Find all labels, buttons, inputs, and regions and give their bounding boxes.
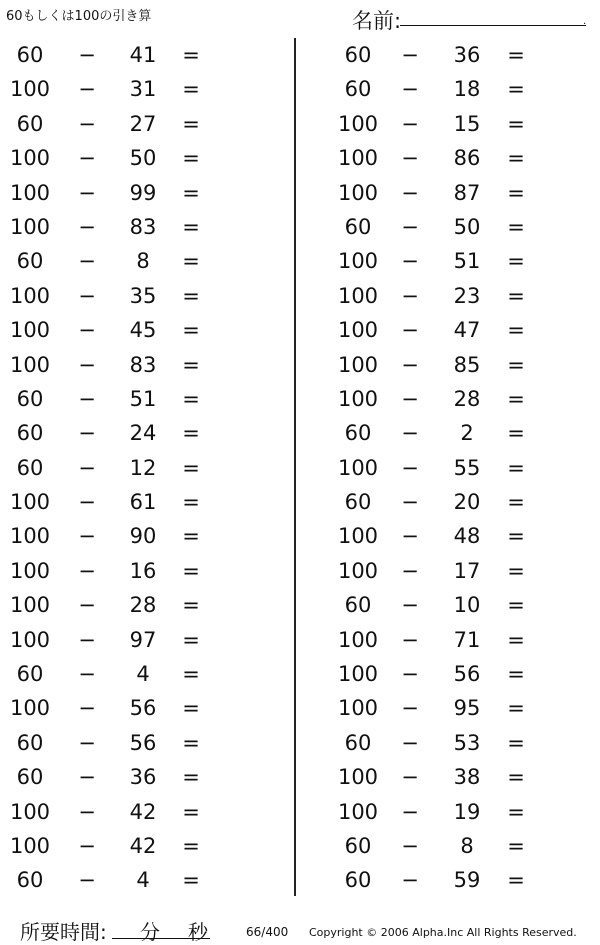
equals-sign: = <box>507 490 525 515</box>
minuend: 100 <box>9 490 51 515</box>
subtrahend: 51 <box>129 386 157 411</box>
equals-sign: = <box>507 558 525 583</box>
minus-sign: − <box>401 868 419 893</box>
minus-sign: − <box>78 180 96 205</box>
time-label: 所要時間: <box>20 920 107 944</box>
problem-row <box>0 588 290 622</box>
subtrahend: 87 <box>453 180 481 205</box>
minuend: 100 <box>337 249 379 274</box>
problem-row <box>0 863 290 897</box>
minuend: 60 <box>16 765 44 790</box>
minuend: 100 <box>9 214 51 239</box>
minuend: 60 <box>344 730 372 755</box>
equals-sign: = <box>182 283 200 308</box>
minus-sign: − <box>78 146 96 171</box>
subtrahend: 19 <box>453 799 481 824</box>
minus-sign: − <box>401 558 419 583</box>
copyright-notice: Copyright © 2006 Alpha.Inc All Rights Reserved. <box>309 926 577 939</box>
minuend: 100 <box>9 833 51 858</box>
subtrahend: 36 <box>129 765 157 790</box>
minus-sign: − <box>78 352 96 377</box>
minus-sign: − <box>78 283 96 308</box>
subtrahend: 41 <box>129 43 157 67</box>
problem-row <box>0 210 290 244</box>
problem-row <box>0 416 290 450</box>
minuend: 100 <box>337 455 379 480</box>
problem-row <box>298 691 598 725</box>
minuend: 100 <box>337 524 379 549</box>
problem-row <box>298 382 598 416</box>
minus-sign: − <box>401 593 419 618</box>
subtrahend: 83 <box>129 214 157 239</box>
subtrahend: 55 <box>453 455 481 480</box>
equals-sign: = <box>182 593 200 618</box>
minuend: 100 <box>9 180 51 205</box>
subtrahend: 31 <box>129 77 157 102</box>
minus-sign: − <box>401 833 419 858</box>
equals-sign: = <box>507 421 525 446</box>
problem-row <box>0 107 290 141</box>
minuend: 60 <box>16 111 44 136</box>
minuend: 60 <box>16 43 44 67</box>
minuend: 100 <box>337 318 379 343</box>
equals-sign: = <box>182 868 200 893</box>
equals-sign: = <box>182 180 200 205</box>
equals-sign: = <box>182 77 200 102</box>
equals-sign: = <box>507 455 525 480</box>
problem-row <box>298 244 598 278</box>
subtrahend: 8 <box>460 833 474 858</box>
minuend: 100 <box>9 283 51 308</box>
subtrahend: 18 <box>453 77 481 102</box>
minus-sign: − <box>401 662 419 687</box>
minus-sign: − <box>78 490 96 515</box>
problem-row <box>298 176 598 210</box>
minuend: 100 <box>337 799 379 824</box>
minus-sign: − <box>401 490 419 515</box>
equals-sign: = <box>507 593 525 618</box>
subtrahend: 24 <box>129 421 157 446</box>
minuend: 60 <box>16 249 44 274</box>
subtrahend: 12 <box>129 455 157 480</box>
name-label: 名前: <box>352 9 402 33</box>
minuend: 60 <box>16 421 44 446</box>
subtrahend: 28 <box>453 386 481 411</box>
minus-sign: − <box>401 43 419 67</box>
equals-sign: = <box>507 868 525 893</box>
subtrahend: 86 <box>453 146 481 171</box>
minutes-label: 分 <box>140 920 160 944</box>
equals-sign: = <box>182 765 200 790</box>
problem-row <box>298 72 598 106</box>
equals-sign: = <box>507 765 525 790</box>
problem-row <box>0 279 290 313</box>
equals-sign: = <box>507 833 525 858</box>
minuend: 100 <box>337 558 379 583</box>
equals-sign: = <box>182 455 200 480</box>
subtrahend: 50 <box>129 146 157 171</box>
minus-sign: − <box>78 214 96 239</box>
equals-sign: = <box>182 352 200 377</box>
equals-sign: = <box>182 386 200 411</box>
minus-sign: − <box>401 146 419 171</box>
problem-row <box>298 829 598 863</box>
problem-row <box>0 313 290 347</box>
minuend: 100 <box>9 146 51 171</box>
problem-row <box>0 382 290 416</box>
equals-sign: = <box>507 214 525 239</box>
problem-row <box>298 726 598 760</box>
problem-row <box>0 38 290 72</box>
worksheet-title: 60もしくは100の引き算 <box>6 9 152 24</box>
subtrahend: 28 <box>129 593 157 618</box>
equals-sign: = <box>182 318 200 343</box>
problem-row <box>0 519 290 553</box>
minus-sign: − <box>401 455 419 480</box>
minus-sign: − <box>78 558 96 583</box>
equals-sign: = <box>182 558 200 583</box>
minuend: 60 <box>16 386 44 411</box>
problem-row <box>298 519 598 553</box>
minus-sign: − <box>401 627 419 652</box>
problem-row <box>0 485 290 519</box>
minus-sign: − <box>401 318 419 343</box>
problem-row <box>298 485 598 519</box>
subtrahend: 23 <box>453 283 481 308</box>
problem-row <box>298 795 598 829</box>
minuend: 100 <box>337 111 379 136</box>
subtrahend: 42 <box>129 799 157 824</box>
problem-row <box>0 623 290 657</box>
subtrahend: 50 <box>453 214 481 239</box>
minuend: 100 <box>9 558 51 583</box>
problem-row <box>298 313 598 347</box>
equals-sign: = <box>182 490 200 515</box>
equals-sign: = <box>507 180 525 205</box>
minuend: 100 <box>9 627 51 652</box>
equals-sign: = <box>507 77 525 102</box>
subtrahend: 47 <box>453 318 481 343</box>
minuend: 60 <box>344 593 372 618</box>
equals-sign: = <box>182 627 200 652</box>
subtrahend: 4 <box>136 868 150 893</box>
subtrahend: 42 <box>129 833 157 858</box>
equals-sign: = <box>182 696 200 721</box>
subtrahend: 16 <box>129 558 157 583</box>
minuend: 100 <box>9 524 51 549</box>
problem-row <box>298 107 598 141</box>
minus-sign: − <box>401 214 419 239</box>
problem-row <box>298 760 598 794</box>
minus-sign: − <box>78 524 96 549</box>
minuend: 100 <box>337 765 379 790</box>
problem-row <box>298 554 598 588</box>
problem-row <box>298 588 598 622</box>
subtrahend: 56 <box>129 696 157 721</box>
subtrahend: 90 <box>129 524 157 549</box>
equals-sign: = <box>507 111 525 136</box>
subtrahend: 17 <box>453 558 481 583</box>
problem-row <box>298 279 598 313</box>
problem-row <box>0 141 290 175</box>
minus-sign: − <box>401 249 419 274</box>
minus-sign: − <box>401 799 419 824</box>
equals-sign: = <box>507 524 525 549</box>
minuend: 60 <box>344 421 372 446</box>
problem-row <box>0 829 290 863</box>
minus-sign: − <box>78 318 96 343</box>
minus-sign: − <box>401 524 419 549</box>
minuend: 100 <box>337 386 379 411</box>
subtrahend: 61 <box>129 490 157 515</box>
equals-sign: = <box>507 318 525 343</box>
minuend: 100 <box>337 283 379 308</box>
name-blank-line[interactable] <box>400 25 586 26</box>
problem-row <box>0 176 290 210</box>
subtrahend: 27 <box>129 111 157 136</box>
problem-row <box>298 348 598 382</box>
minuend: 100 <box>9 352 51 377</box>
minus-sign: − <box>78 730 96 755</box>
subtrahend: 35 <box>129 283 157 308</box>
equals-sign: = <box>507 146 525 171</box>
subtrahend: 36 <box>453 43 481 67</box>
problem-row <box>298 657 598 691</box>
problem-column-right <box>298 38 598 898</box>
minus-sign: − <box>401 765 419 790</box>
problem-row <box>298 38 598 72</box>
minus-sign: − <box>401 180 419 205</box>
problem-row <box>0 554 290 588</box>
minus-sign: − <box>401 696 419 721</box>
problem-row <box>298 141 598 175</box>
minus-sign: − <box>401 111 419 136</box>
subtrahend: 48 <box>453 524 481 549</box>
seconds-label: 秒 <box>188 920 208 944</box>
equals-sign: = <box>182 524 200 549</box>
problem-row <box>298 863 598 897</box>
minus-sign: − <box>78 77 96 102</box>
minuend: 60 <box>344 77 372 102</box>
subtrahend: 56 <box>453 662 481 687</box>
minuend: 60 <box>344 833 372 858</box>
minus-sign: − <box>401 77 419 102</box>
minus-sign: − <box>401 283 419 308</box>
equals-sign: = <box>182 799 200 824</box>
problem-row <box>0 726 290 760</box>
equals-sign: = <box>182 662 200 687</box>
minuend: 100 <box>337 662 379 687</box>
minuend: 100 <box>9 593 51 618</box>
problem-row <box>0 760 290 794</box>
equals-sign: = <box>182 730 200 755</box>
minus-sign: − <box>78 593 96 618</box>
equals-sign: = <box>507 627 525 652</box>
equals-sign: = <box>507 283 525 308</box>
subtrahend: 8 <box>136 249 150 274</box>
column-divider <box>294 38 296 896</box>
minuend: 100 <box>337 627 379 652</box>
minus-sign: − <box>401 730 419 755</box>
problem-row <box>298 623 598 657</box>
minuend: 60 <box>344 868 372 893</box>
problem-row <box>298 416 598 450</box>
equals-sign: = <box>507 799 525 824</box>
subtrahend: 20 <box>453 490 481 515</box>
problem-row <box>0 348 290 382</box>
equals-sign: = <box>182 43 200 67</box>
minus-sign: − <box>78 868 96 893</box>
minuend: 100 <box>337 146 379 171</box>
equals-sign: = <box>507 249 525 274</box>
minuend: 60 <box>16 455 44 480</box>
minuend: 100 <box>9 318 51 343</box>
minus-sign: − <box>78 662 96 687</box>
problem-row <box>0 72 290 106</box>
minuend: 100 <box>337 352 379 377</box>
problem-row <box>298 210 598 244</box>
equals-sign: = <box>182 214 200 239</box>
minus-sign: − <box>401 386 419 411</box>
equals-sign: = <box>507 386 525 411</box>
subtrahend: 83 <box>129 352 157 377</box>
problem-row <box>0 691 290 725</box>
subtrahend: 59 <box>453 868 481 893</box>
equals-sign: = <box>182 833 200 858</box>
minus-sign: − <box>78 421 96 446</box>
minuend: 100 <box>337 696 379 721</box>
minuend: 100 <box>9 799 51 824</box>
equals-sign: = <box>182 249 200 274</box>
minus-sign: − <box>401 352 419 377</box>
subtrahend: 15 <box>453 111 481 136</box>
minus-sign: − <box>78 249 96 274</box>
subtrahend: 2 <box>460 421 474 446</box>
minuend: 100 <box>9 696 51 721</box>
subtrahend: 71 <box>453 627 481 652</box>
minus-sign: − <box>78 627 96 652</box>
minuend: 60 <box>16 730 44 755</box>
subtrahend: 97 <box>129 627 157 652</box>
equals-sign: = <box>182 111 200 136</box>
minus-sign: − <box>78 765 96 790</box>
problem-column-left <box>0 38 290 898</box>
minus-sign: − <box>78 696 96 721</box>
minus-sign: − <box>78 833 96 858</box>
subtrahend: 4 <box>136 662 150 687</box>
minuend: 100 <box>337 180 379 205</box>
page-number: 66/400 <box>246 925 289 939</box>
subtrahend: 99 <box>129 180 157 205</box>
minus-sign: − <box>78 111 96 136</box>
minuend: 60 <box>344 490 372 515</box>
equals-sign: = <box>182 146 200 171</box>
equals-sign: = <box>507 352 525 377</box>
equals-sign: = <box>507 662 525 687</box>
equals-sign: = <box>182 421 200 446</box>
subtrahend: 45 <box>129 318 157 343</box>
equals-sign: = <box>507 730 525 755</box>
subtrahend: 51 <box>453 249 481 274</box>
subtrahend: 38 <box>453 765 481 790</box>
minuend: 60 <box>344 214 372 239</box>
minuend: 60 <box>344 43 372 67</box>
minus-sign: − <box>78 43 96 67</box>
subtrahend: 10 <box>453 593 481 618</box>
problem-row <box>0 795 290 829</box>
minuend: 60 <box>16 868 44 893</box>
subtrahend: 85 <box>453 352 481 377</box>
subtrahend: 95 <box>453 696 481 721</box>
minus-sign: − <box>78 799 96 824</box>
minuend: 100 <box>9 77 51 102</box>
equals-sign: = <box>507 696 525 721</box>
problem-row <box>298 451 598 485</box>
minus-sign: − <box>78 386 96 411</box>
minuend: 60 <box>16 662 44 687</box>
problem-row <box>0 657 290 691</box>
problem-row <box>0 451 290 485</box>
subtrahend: 56 <box>129 730 157 755</box>
problem-row <box>0 244 290 278</box>
minus-sign: − <box>78 455 96 480</box>
name-line-end-dot: . <box>583 16 587 27</box>
minus-sign: − <box>401 421 419 446</box>
equals-sign: = <box>507 43 525 67</box>
subtrahend: 53 <box>453 730 481 755</box>
